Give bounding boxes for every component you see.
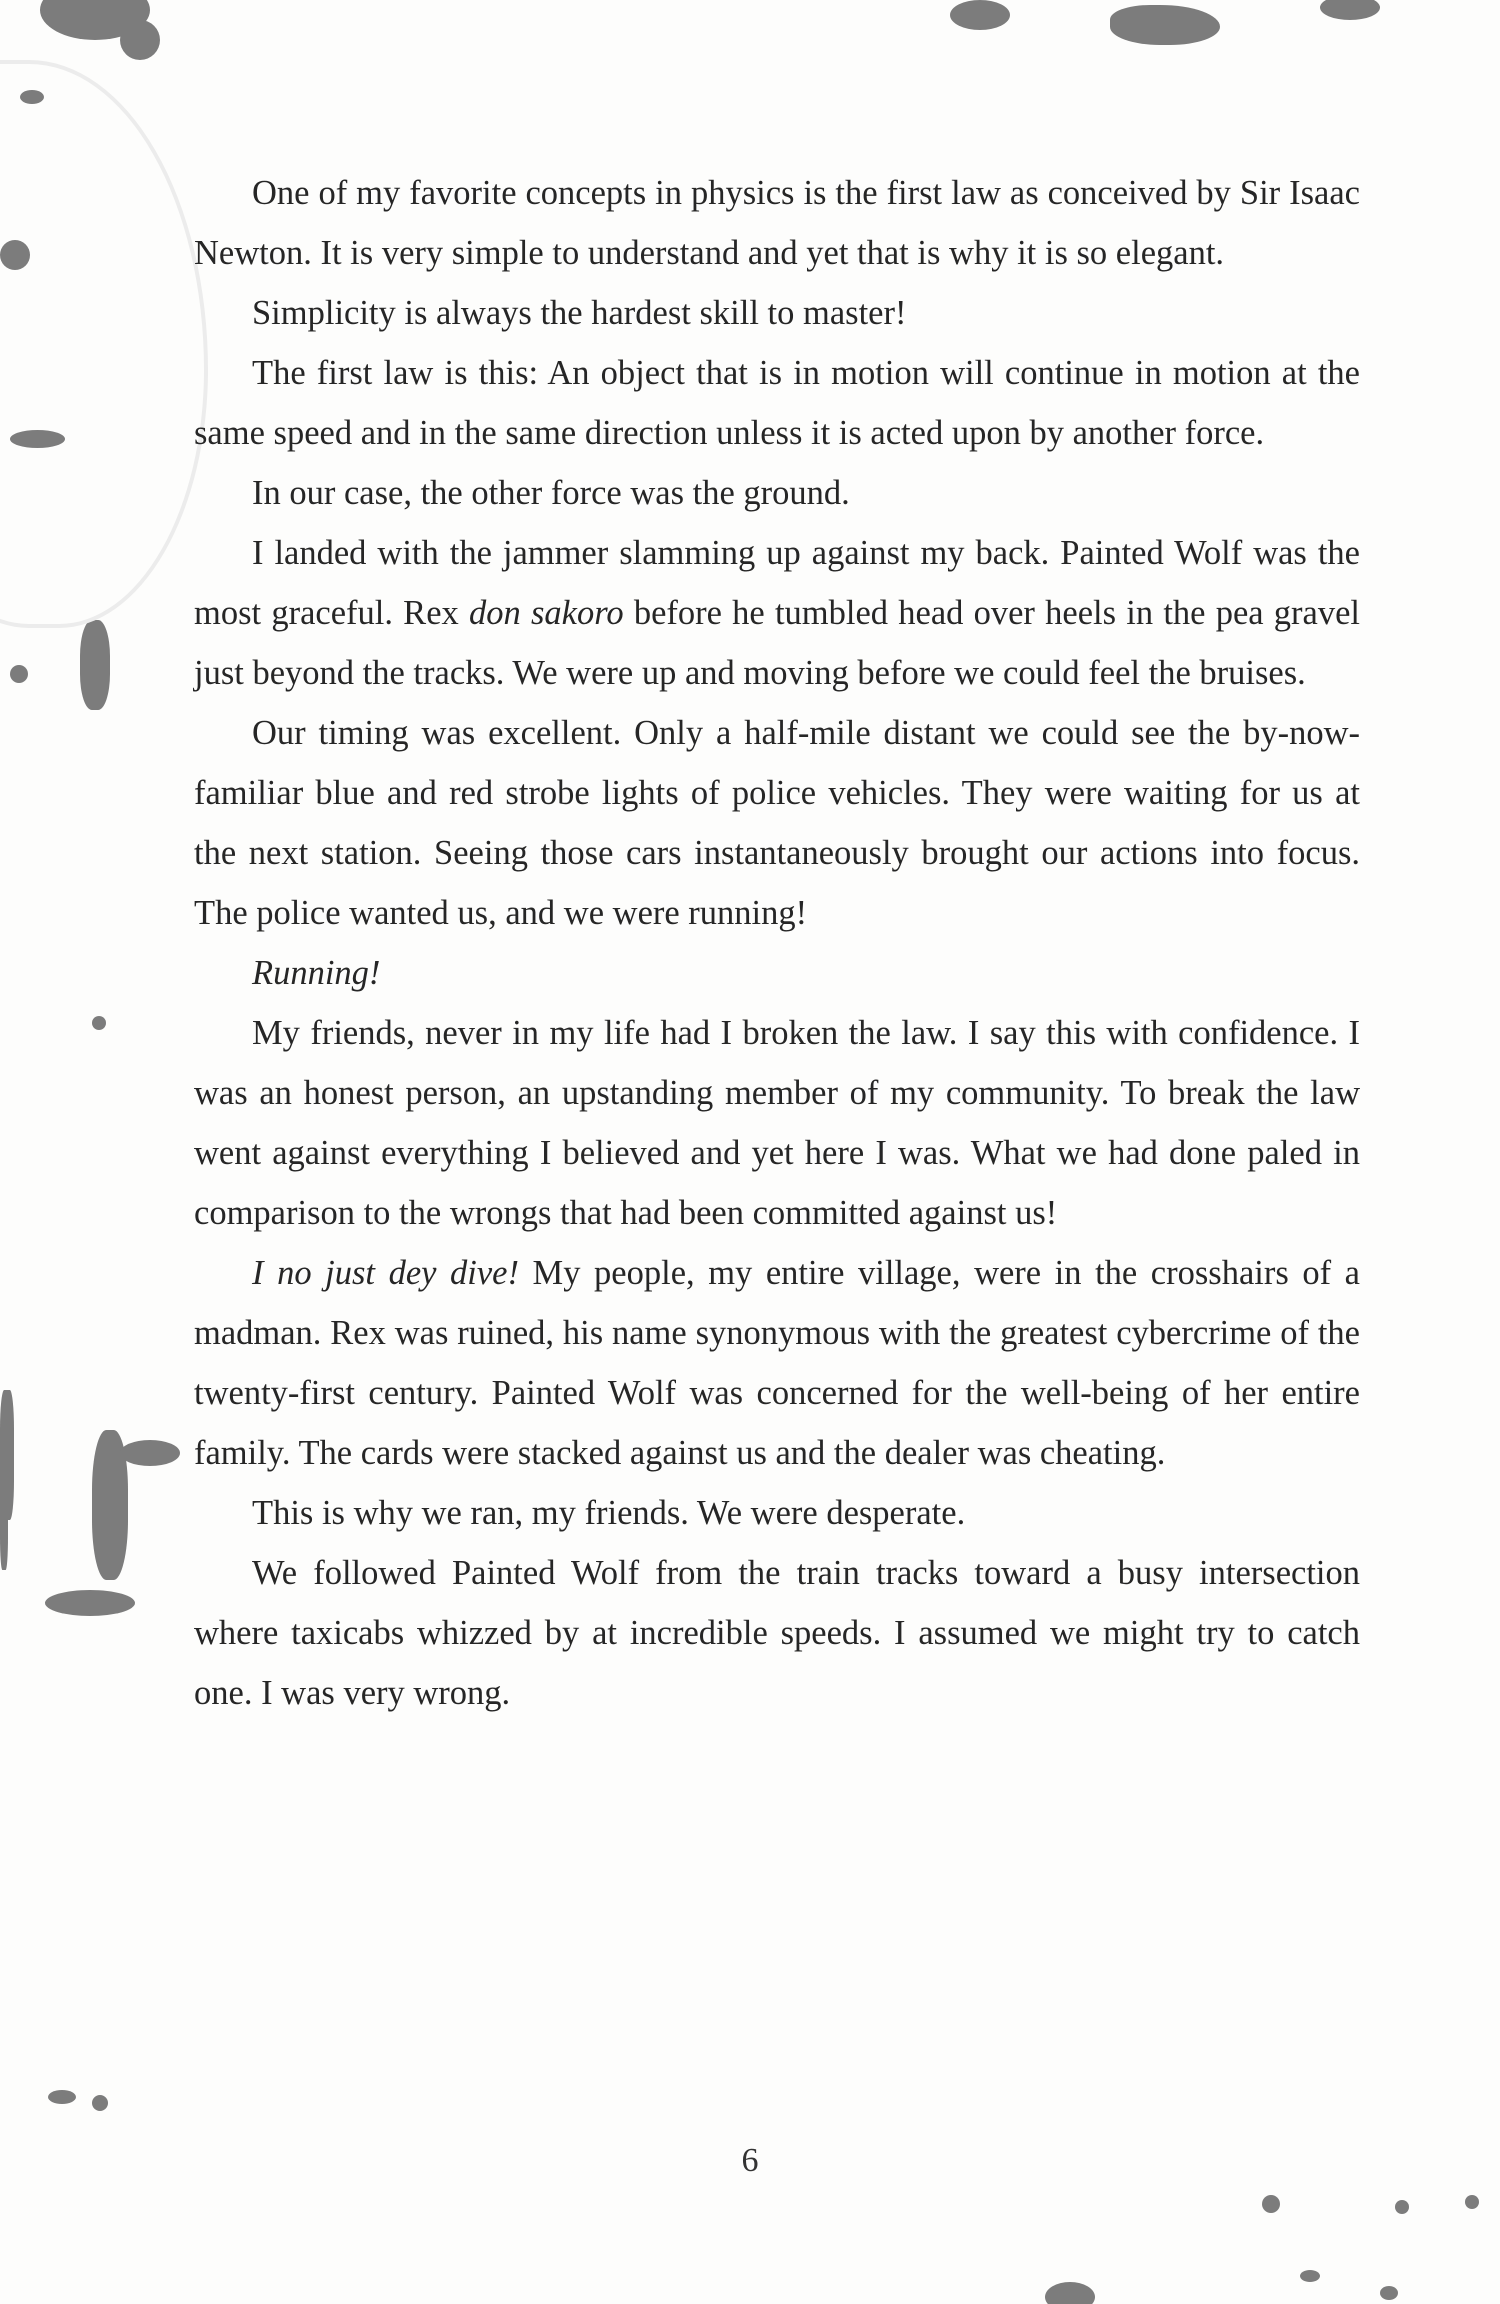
- body-text: [194, 163, 1360, 1723]
- ink-stain: [1300, 2270, 1320, 2282]
- ink-stain: [10, 665, 28, 683]
- paragraph: The first law is this: An object that is in motion will continue in motion at the same speed and in the same direction unless it is acted upon by another force.: [194, 354, 1360, 452]
- paragraph: [194, 943, 1360, 1003]
- italic-phrase: Running!: [252, 954, 381, 992]
- ink-stain: [45, 1590, 135, 1616]
- paragraph: My friends, never in my life had I broken the law. I say this with confidence. I was an honest person, an upstanding member of my community. To break the law went against everything I believed and yet here I was. What we had done paled in comparison to the wrongs that had been committed against us!: [194, 1014, 1360, 1232]
- ink-stain: [1110, 5, 1220, 45]
- ink-stain: [92, 1016, 106, 1030]
- italic-phrase: I no just dey dive!: [252, 1254, 519, 1292]
- text-run: before he tumbled head over heels in the pea gravel just beyond the tracks. We were up and moving before we could feel the bruises.: [194, 594, 1361, 692]
- paragraph: [194, 523, 1360, 703]
- italic-phrase: don sakoro: [468, 594, 624, 632]
- paragraph: Simplicity is always the hardest skill to master!: [252, 294, 907, 332]
- ink-stain: [1380, 2286, 1398, 2300]
- text-run: My people, my entire village, were in the crosshairs of a madman. Rex was ruined, his name synonymous with the greatest cybercrime of the twenty-first century. Painted Wolf was concerned for the well-being of her entire family. The cards were stacked against us and the dealer was cheating.: [194, 1254, 1360, 1472]
- paragraph: In our case, the other force was the ground.: [252, 474, 850, 512]
- text-run: I landed with the jammer slamming up against my back. Painted Wolf was the most graceful. Rex: [194, 534, 1360, 632]
- paragraph: [194, 1243, 1360, 1483]
- ink-stain: [1262, 2195, 1280, 2213]
- paragraph: Our timing was excellent. Only a half-mile distant we could see the by-now-familiar blue and red strobe lights of police vehicles. They were waiting for us at the next station. Seeing those cars instantaneously brought our actions into focus. The police wanted us, and we were running!: [194, 714, 1360, 932]
- ink-stain: [80, 620, 110, 710]
- ink-stain: [92, 2095, 108, 2111]
- paragraph: This is why we ran, my friends. We were desperate.: [252, 1494, 966, 1532]
- ink-stain: [1465, 2195, 1479, 2209]
- ink-stain: [1045, 2282, 1095, 2304]
- ink-stain: [0, 1460, 8, 1570]
- ink-stain: [1395, 2200, 1409, 2214]
- ink-stain: [120, 20, 160, 60]
- page-number: 6: [741, 2142, 759, 2179]
- ink-stain: [48, 2090, 76, 2104]
- ink-stain: [120, 1440, 180, 1466]
- ink-stain: [1320, 0, 1380, 20]
- paragraph: One of my favorite concepts in physics is the first law as conceived by Sir Isaac Newton. It is very simple to understand and yet that is why it is so elegant.: [194, 174, 1360, 272]
- paragraph: We followed Painted Wolf from the train tracks toward a busy intersection where taxicabs whizzed by at incredible speeds. I assumed we might try to catch one. I was very wrong.: [194, 1554, 1360, 1712]
- water-stain: [0, 60, 208, 628]
- ink-stain: [950, 0, 1010, 30]
